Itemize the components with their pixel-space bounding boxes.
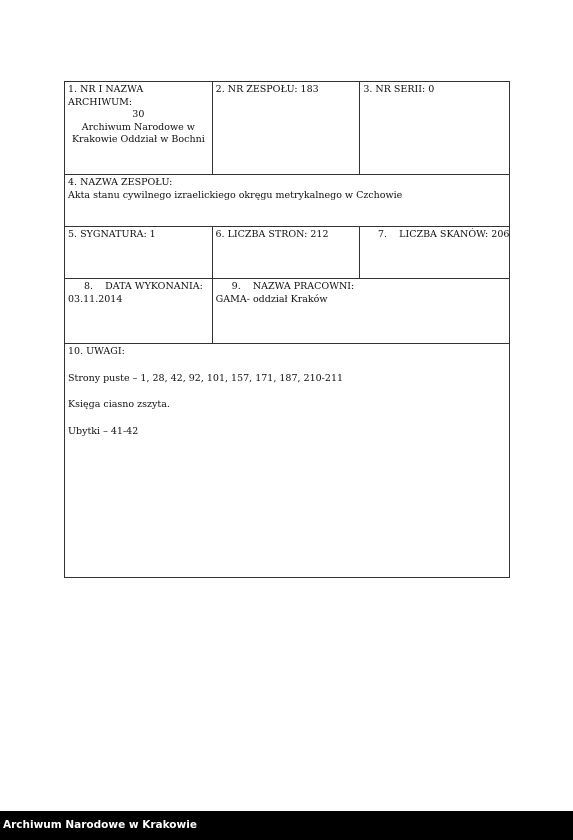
series-number: 3. NR SERII: 0 [363, 84, 435, 95]
notes-cell [65, 344, 510, 577]
date-value: 03.11.2014 [68, 293, 123, 305]
fonds-name-label: 4. NAZWA ZESPOŁU: [68, 177, 173, 188]
workshop-cell [213, 279, 510, 343]
fonds-name-cell [65, 175, 510, 226]
page-count-cell [213, 227, 361, 278]
archive-cell [65, 82, 213, 174]
date-label: 8. DATA WYKONANIA: [84, 281, 203, 292]
signature-cell [65, 227, 213, 278]
scan-count: 7. LICZBA SKANÓW: 206 [378, 229, 510, 240]
fonds-number-cell [213, 82, 361, 174]
notes-line: Księga ciasno zszyta. [68, 399, 170, 410]
page-count: 6. LICZBA STRON: 212 [215, 229, 329, 240]
series-number-cell [360, 82, 510, 174]
form-row-2 [65, 175, 510, 227]
archive-name-line2: Krakowie Oddział w Bochni [71, 134, 205, 145]
workshop-label: 9. NAZWA PRACOWNI: [231, 281, 355, 292]
form-row-1 [65, 82, 510, 175]
archive-number: 30 [132, 109, 145, 120]
scan-count-cell [360, 227, 510, 278]
form-row-3 [65, 227, 510, 279]
metadata-form [64, 81, 510, 578]
signature: 5. SYGNATURA: 1 [68, 229, 156, 240]
archive-name-line1: Archiwum Narodowe w [81, 121, 195, 133]
archive-label: 1. NR I NAZWA ARCHIWUM: [68, 84, 144, 108]
form-row-5 [65, 344, 510, 578]
fonds-name-value: Akta stanu cywilnego izraelickiego okręgu metrykalnego w Czchowie [68, 189, 403, 201]
fonds-number: 2. NR ZESPOŁU: 183 [215, 84, 319, 95]
notes-label: 10. UWAGI: [68, 346, 125, 357]
footer-bar [0, 811, 573, 840]
footer-text: Archiwum Narodowe w Krakowie [3, 819, 197, 831]
notes-line: Strony puste – 1, 28, 42, 92, 101, 157, 171, 187, 210-211 [68, 372, 344, 384]
notes-line: Ubytki – 41-42 [68, 425, 139, 437]
workshop-value: GAMA- oddział Kraków [215, 293, 328, 305]
date-cell [65, 279, 213, 343]
form-row-4 [65, 279, 510, 344]
